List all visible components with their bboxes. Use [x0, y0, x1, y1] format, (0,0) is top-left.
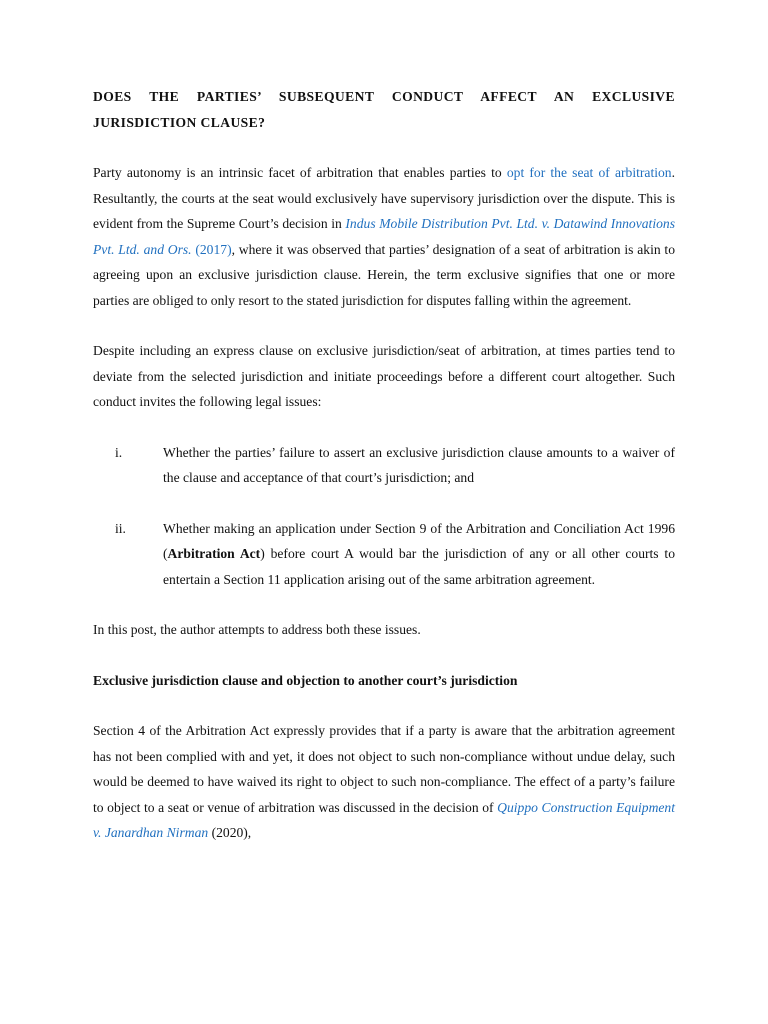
issue-number: ii.	[115, 520, 126, 536]
issue-text	[163, 516, 675, 593]
issue-text-pre: Whether making an application under Section 9 of the Arbitration and Conciliation Act 1996 (	[163, 520, 675, 561]
issue-text-post: ) before court A would bar the jurisdiction of any or all other courts to entertain a Section 11 application arising out of the same arbitration agreement.	[163, 546, 675, 587]
arbitration-act-term: Arbitration Act	[167, 546, 261, 561]
intro-text-2: . Resultantly, the courts at the seat would exclusively have supervisory jurisdiction over the dispute. This is evident from the Supreme Court’s decision in	[93, 165, 675, 231]
intro-text-1: Party autonomy is an intrinsic facet of arbitration that enables parties to	[93, 165, 507, 180]
issue-number: i.	[115, 444, 123, 460]
paragraph-issues-intro: Despite including an express clause on exclusive jurisdiction/seat of arbitration, at times parties tend to deviate from the selected jurisdiction and initiate proceedings before a different court altogether. Such conduct invites the following legal issues:	[93, 343, 675, 409]
seat-of-arbitration-link[interactable]: opt for the seat of arbitration	[506, 165, 672, 180]
indus-mobile-case-year: (2017)	[191, 241, 232, 257]
issue-text: Whether the parties’ failure to assert an exclusive jurisdiction clause amounts to a waiver of the clause and acceptance of that court’s jurisdiction; and	[163, 444, 675, 485]
list-item	[93, 516, 675, 593]
intro-text-3: , where it was observed that parties’ designation of a seat of arbitration is akin to agreeing upon an exclusive jurisdiction clause. Herein, the term exclusive signifies that one or more parties are obliged to only resort to the stated jurisdiction for disputes falling within the agreement.	[93, 241, 675, 308]
section-heading: Exclusive jurisdiction clause and objection to another court’s jurisdiction	[93, 672, 518, 688]
document-title: DOES THE PARTIES’ SUBSEQUENT CONDUCT AFFECT AN EXCLUSIVE JURISDICTION CLAUSE?	[93, 89, 675, 130]
paragraph-author-note: In this post, the author attempts to address both these issues.	[93, 622, 421, 637]
paragraph-section-4	[93, 718, 675, 846]
section-4-text-1: Section 4 of the Arbitration Act expressly provides that if a party is aware that the arbitration agreement has not been complied with and yet, it does not object to such non-compliance without undue delay, such would be deemed to have waived its right to object to such non-compliance. The effect of a party’s failure to object to a seat or venue of arbitration was discussed in the decision of	[93, 723, 675, 815]
quippo-case-name: Quippo Construction Equipment v. Janardhan Nirman	[93, 799, 675, 840]
paragraph-intro	[93, 160, 675, 313]
indus-mobile-case-name: Indus Mobile Distribution Pvt. Ltd. v. Datawind Innovations Pvt. Ltd. and Ors.	[93, 216, 675, 257]
document-page	[93, 84, 675, 871]
section-4-text-2: (2020),	[208, 825, 252, 840]
list-item	[93, 440, 675, 491]
issues-list	[93, 440, 675, 593]
